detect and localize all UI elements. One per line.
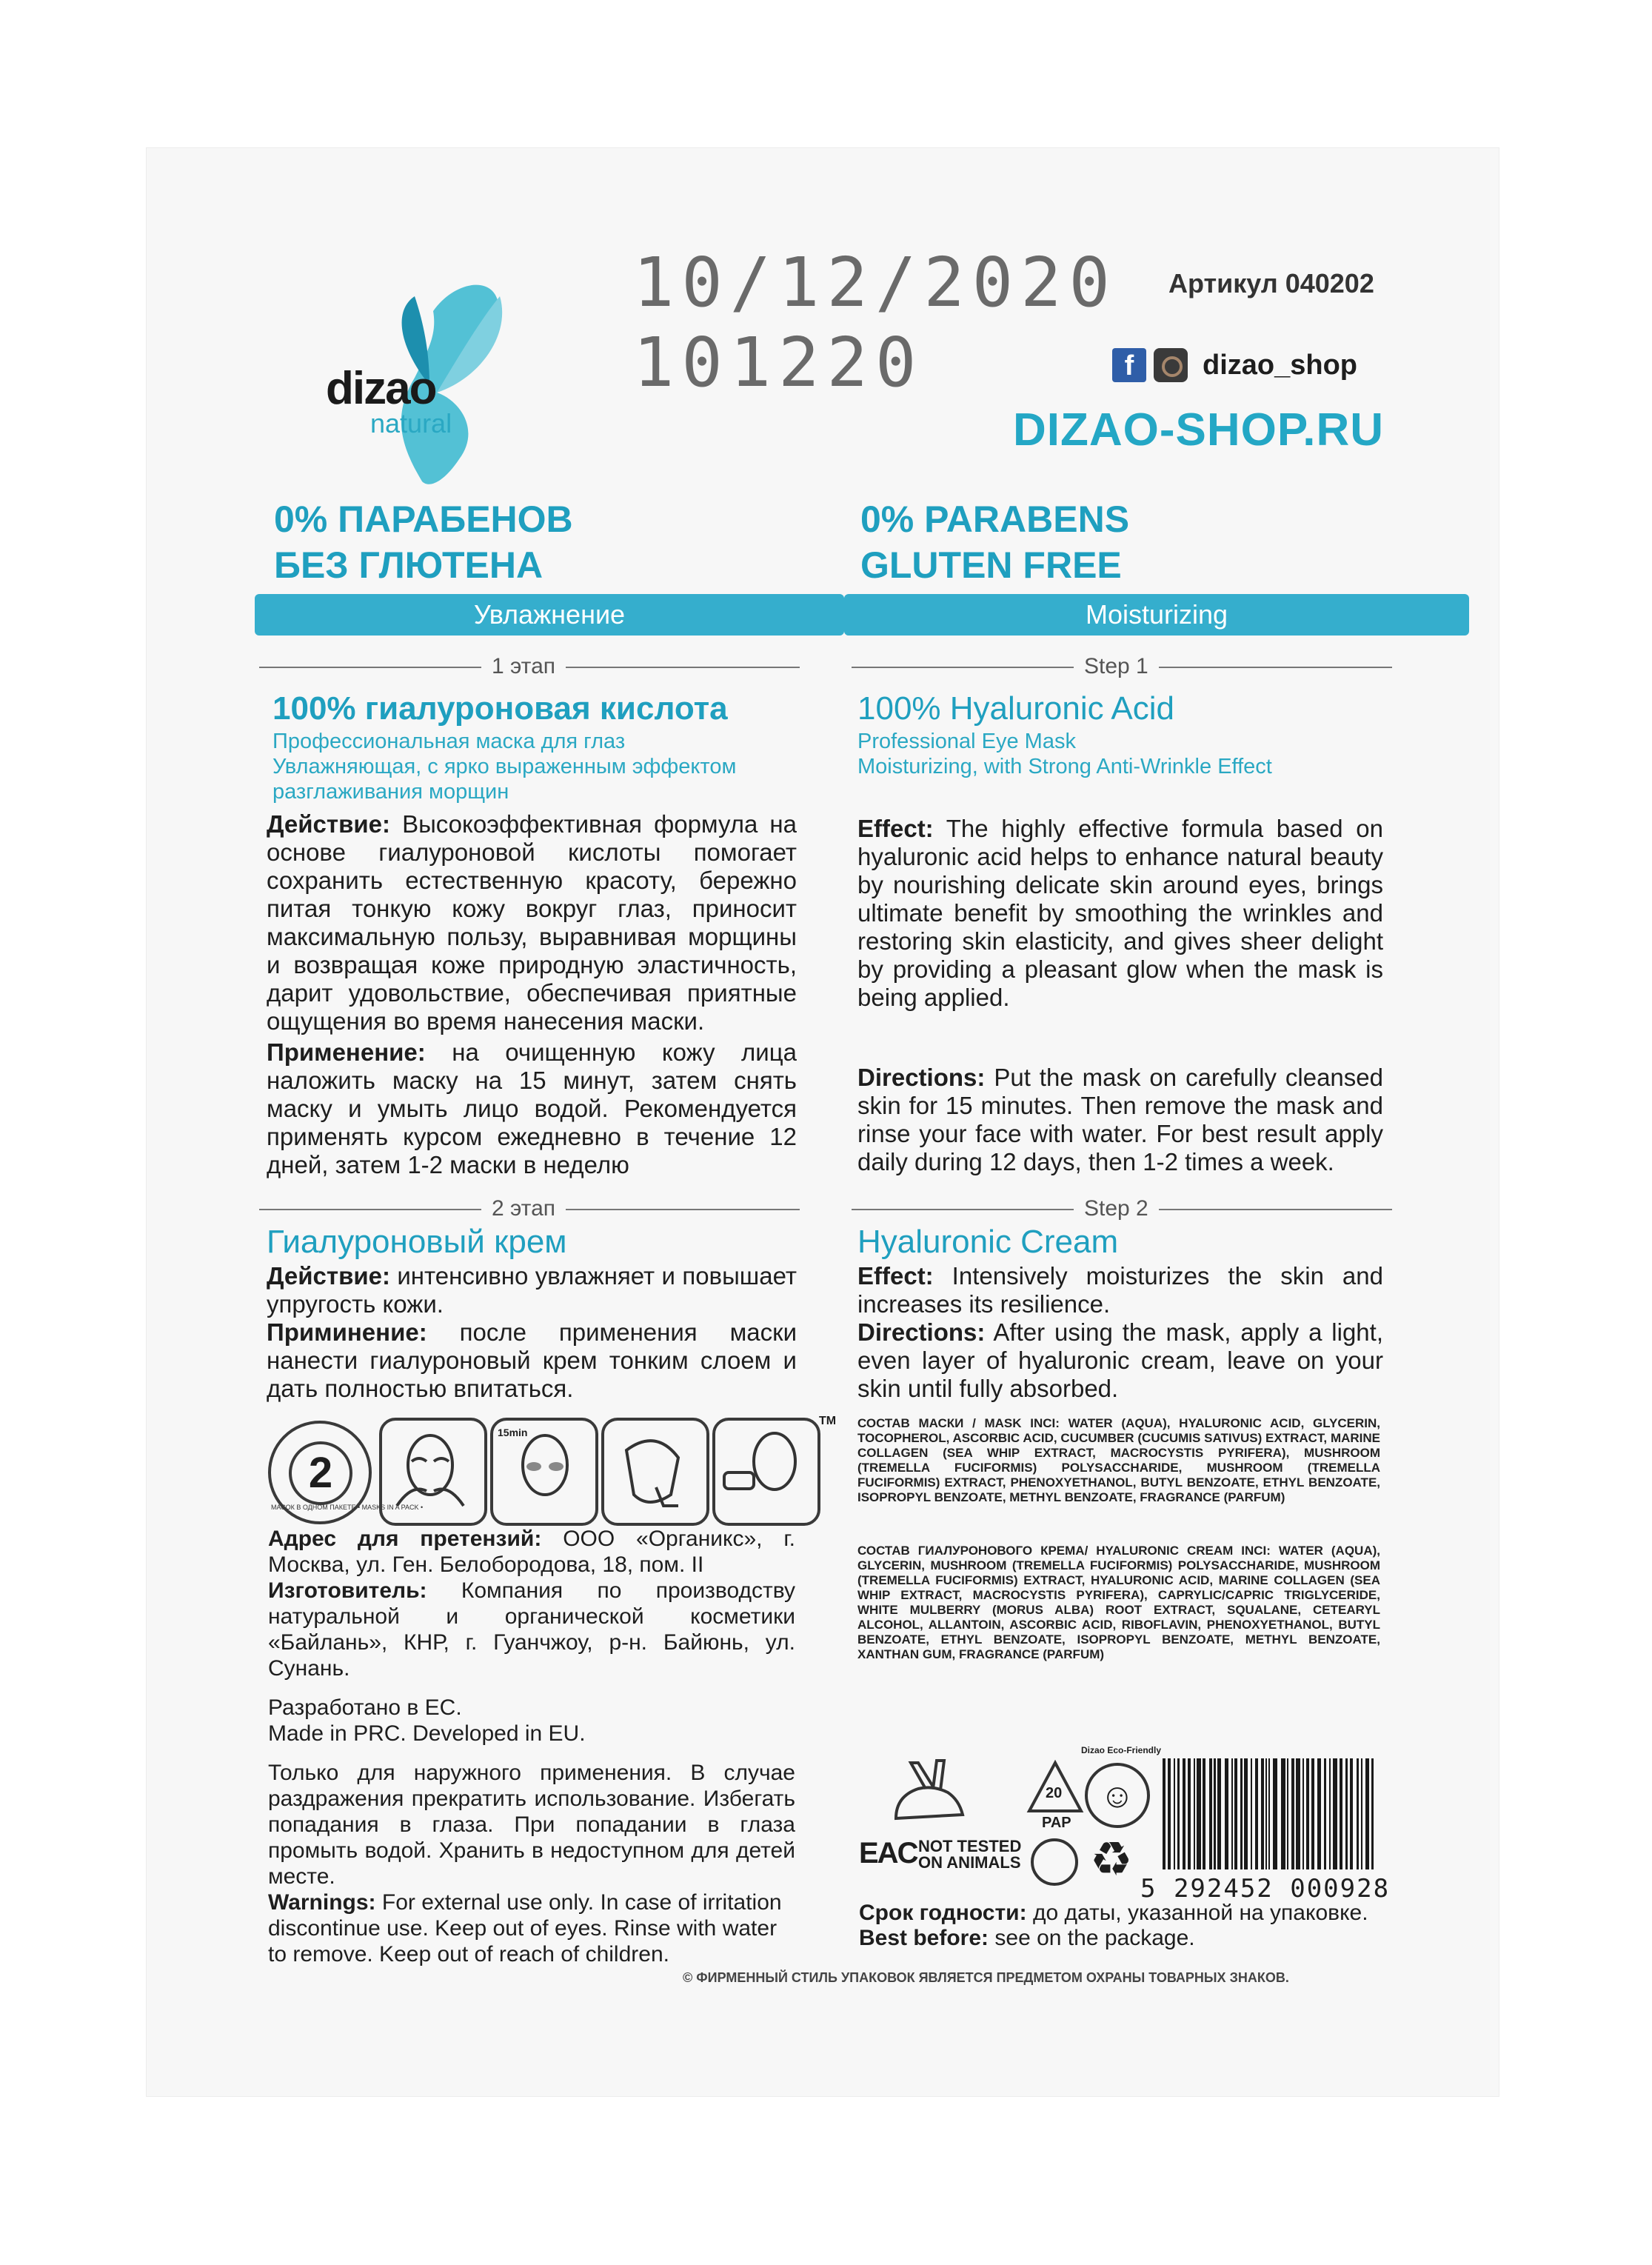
apply2-label-ru: Приминение: bbox=[267, 1318, 427, 1346]
barcode-bar bbox=[1240, 1758, 1243, 1869]
eco-smiley-icon: ☺ bbox=[1085, 1763, 1150, 1828]
barcode-bar bbox=[1225, 1758, 1228, 1869]
barcode-bar bbox=[1168, 1758, 1171, 1869]
developed-ru: Разработано в ЕС. bbox=[268, 1695, 462, 1720]
warnings-ru: Только для наружного применения. В случае раздражения прекратить использование. Избегать попадания в глаза. При попадании в глаза промыть водой. Хранить в недоступном для детей месте. bbox=[268, 1761, 795, 1889]
not-tested-line1: NOT TESTED bbox=[918, 1837, 1022, 1855]
date-stamp bbox=[633, 243, 1117, 403]
apply-label-ru: Применение: bbox=[267, 1038, 426, 1066]
ingredients-mask: СОСТАВ МАСКИ / MASK INCI: WATER (AQUA), HYALURONIC ACID, GLYCERIN, TOCOPHEROL, ASCORBIC ACID, CUCUMBER (CUCUMIS SATIVUS) EXTRACT, MARINE COLLAGEN (SEA WHIP EXTRACT, MACROCYSTIS PYRIFERA), MUSHROOM (TREMELLA FUCIFORMIS) POLYSACCHARIDE, MUSHROOM (TREMELLA FUCIFORMIS) EXTRACT, PHENOXYETHANOL, BUTYL BENZOATE, ETHYL BENZOATE, ISOPROPYL BENZOATE, METHYL BENZOATE, FRAGRANCE (PARFUM) bbox=[857, 1416, 1380, 1504]
title2-en: Hyaluronic Cream bbox=[857, 1224, 1119, 1260]
barcode-bar bbox=[1291, 1758, 1294, 1869]
barcode-bar bbox=[1244, 1758, 1248, 1869]
maker-text: Компания по производству натуральной и органической косметики «Байлань», КНР, г. Гуанчжоу, р-н. Байюнь, ул. Сунань. bbox=[268, 1578, 795, 1681]
barcode-bar bbox=[1324, 1758, 1326, 1869]
barcode-bar bbox=[1174, 1758, 1175, 1869]
barcode-bar bbox=[1231, 1758, 1233, 1869]
barcode-bar bbox=[1255, 1758, 1258, 1869]
barcode-bar bbox=[1194, 1758, 1195, 1869]
category-bar-en: Moisturizing bbox=[844, 594, 1469, 636]
instagram-icon bbox=[1154, 348, 1188, 382]
effect2-text-en: Intensively moisturizes the skin and increases its resilience. bbox=[857, 1262, 1383, 1318]
logo-natural: natural bbox=[370, 408, 452, 438]
apply-text-ru: на очищенную кожу лица наложить маску на 15 минут, затем снять маску и умыть лицо водой. Рекомендуется применять курсом ежедневно в течение 12 дней, затем 1-2 маски в неделю bbox=[267, 1038, 797, 1178]
expiry-ru-text: до даты, указанной на упаковке. bbox=[1032, 1901, 1368, 1925]
apply2-ru bbox=[267, 1318, 797, 1403]
dir2-label-en: Directions: bbox=[857, 1318, 986, 1346]
claims-address-label: Адрес для претензий: bbox=[268, 1527, 542, 1551]
claim-gluten-ru: БЕЗ ГЛЮТЕНА bbox=[274, 544, 544, 586]
barcode-bar bbox=[1265, 1758, 1267, 1869]
barcode-bar bbox=[1340, 1758, 1342, 1869]
barcode-bar bbox=[1371, 1758, 1374, 1869]
step1-divider-en bbox=[852, 652, 1392, 681]
step2-divider-en bbox=[852, 1194, 1392, 1224]
step2-label-en: Step 2 bbox=[1074, 1194, 1159, 1224]
effect-text-ru: Высокоэффективная формула на основе гиалуроновой кислоты помогает сохранить естественную красоту, бережно питая тонкую кожу вокруг глаз, приносит максимальную пользу, выравнивая морщины и возвращая коже природную эластичность, дарит удовольствие, обеспечивая приятные ощущения во время нанесения маски. bbox=[267, 810, 797, 1035]
barcode-bar bbox=[1268, 1758, 1270, 1869]
barcode-bar bbox=[1317, 1758, 1321, 1869]
barcode-bar bbox=[1329, 1758, 1331, 1869]
effect2-en bbox=[857, 1262, 1383, 1318]
barcode-bar bbox=[1333, 1758, 1337, 1869]
barcode-bar bbox=[1234, 1758, 1237, 1869]
effect2-label-en: Effect: bbox=[857, 1262, 934, 1290]
expiry-en-label: Best before: bbox=[859, 1926, 989, 1950]
barcode-bar bbox=[1311, 1758, 1314, 1869]
expiry-ru bbox=[859, 1901, 1392, 1926]
barcode-bar bbox=[1177, 1758, 1180, 1869]
sub1c-ru: разглаживания морщин bbox=[272, 780, 509, 804]
barcode-bar bbox=[1209, 1758, 1212, 1869]
category-bar-ru: Увлажнение bbox=[255, 594, 844, 636]
pap-label: PAP bbox=[1042, 1815, 1071, 1831]
article-number: Артикул 040202 bbox=[1168, 268, 1374, 298]
manufacturer-info bbox=[268, 1526, 795, 1967]
step2-label-ru: 2 этап bbox=[481, 1194, 566, 1224]
sub1b-en: Moisturizing, with Strong Anti-Wrinkle Effect bbox=[857, 755, 1272, 778]
badge-number: 2 bbox=[289, 1441, 352, 1505]
barcode-bar bbox=[1163, 1758, 1166, 1869]
title2-ru: Гиалуроновый крем bbox=[267, 1224, 567, 1260]
barcode-bar bbox=[1214, 1758, 1216, 1869]
sub1a-en: Professional Eye Mask bbox=[857, 730, 1076, 753]
maker bbox=[268, 1578, 795, 1681]
facebook-icon: f bbox=[1112, 348, 1146, 382]
directions-en bbox=[857, 1064, 1383, 1176]
step1-label-ru: 1 этап bbox=[481, 652, 566, 681]
trademark-mark: TM bbox=[819, 1415, 837, 1427]
barcode-bar bbox=[1197, 1758, 1201, 1869]
effect-en bbox=[857, 815, 1383, 1012]
effect-label-ru: Действие: bbox=[267, 810, 390, 838]
rabbit-icon bbox=[881, 1759, 970, 1826]
ingredients-cream: СОСТАВ ГИАЛУРОНОВОГО КРЕМА/ HYALURONIC CREAM INCI: WATER (AQUA), GLYCERIN, MUSHROOM (TREMELLA FUCIFORMIS) POLYSACCHARIDE, MUSHROOM (TREMELLA FUCIFORMIS) EXTRACT, HYALURONIC ACID, MARINE COLLAGEN (SEA WHIP EXTRACT, MACROCYSTIS PYRIFERA), CAPRYLIC/CAPRIC TRIGLYCERIDE, WHITE MULBERRY (MORUS ALBA) ROOT EXTRACT, SQUALANE, CETEARYL ALCOHOL, ALLANTOIN, ASCORBIC ACID, RIBOFLAVIN, PHENOXYETHANOL, BUTYL BENZOATE, ETHYL BENZOATE, ISOPROPYL BENZOATE, METHYL BENZOATE, XANTHAN GUM, FRAGRANCE (PARFUM) bbox=[857, 1544, 1380, 1661]
stamp-batch: 101220 bbox=[633, 323, 924, 402]
claims-address bbox=[268, 1526, 795, 1578]
step2-en bbox=[857, 1222, 1383, 1403]
claim-parabens-ru: 0% ПАРАБЕНОВ bbox=[274, 498, 573, 540]
barcode-bar bbox=[1287, 1758, 1288, 1869]
badge-ring-text: МАСОК В ОДНОМ ПАКЕТЕ • MASKS IN A PACK • bbox=[271, 1504, 424, 1511]
effect2-label-ru: Действие: bbox=[267, 1262, 390, 1290]
claims-ru bbox=[274, 496, 573, 588]
effect2-ru bbox=[267, 1262, 797, 1318]
apply2-text-ru: после применения маски нанести гиалуроновый крем тонким слоем и дать полностью впитаться. bbox=[267, 1318, 797, 1402]
dir-text-en: Put the mask on carefully cleansed skin for 15 minutes. Then remove the mask and rinse your face with water. For best result apply daily during 12 days, then 1-2 times a week. bbox=[857, 1064, 1383, 1175]
usage-icons bbox=[268, 1415, 837, 1527]
claim-gluten-en: GLUTEN FREE bbox=[860, 544, 1122, 586]
warnings-en bbox=[268, 1889, 795, 1967]
step2-divider-ru bbox=[259, 1194, 800, 1224]
effect-label-en: Effect: bbox=[857, 815, 934, 842]
step1-divider-ru bbox=[259, 652, 800, 681]
apply-cream-icon bbox=[712, 1418, 820, 1526]
step2-ru bbox=[267, 1222, 797, 1403]
apply-ru bbox=[267, 1038, 797, 1179]
barcode-bar bbox=[1306, 1758, 1309, 1869]
pap-number: 20 bbox=[1046, 1785, 1063, 1801]
expiry-en-text: see on the package. bbox=[994, 1926, 1195, 1950]
social-row bbox=[1112, 347, 1357, 384]
effect-text-en: The highly effective formula based on hyaluronic acid helps to enhance natural beauty by nourishing delicate skin around eyes, brings ultimate benefit by smoothing the wrinkles and restoring skin elasticity, and gives sheer delight by providing a pleasant glow when the mask is being applied. bbox=[857, 815, 1383, 1011]
eco-label: Dizao Eco-Friendly bbox=[1081, 1745, 1162, 1755]
dir2-text-en: After using the mask, apply a light, even layer of hyaluronic cream, leave on your skin until fully absorbed. bbox=[857, 1318, 1383, 1402]
copyright-notice: © ФИРМЕННЫЙ СТИЛЬ УПАКОВОК ЯВЛЯЕТСЯ ПРЕДМЕТОМ ОХРАНЫ ТОВАРНЫХ ЗНАКОВ. bbox=[683, 1970, 1289, 1985]
effect2-text-ru: интенсивно увлажняет и повышает упругость кожи. bbox=[267, 1262, 797, 1318]
barcode-bar bbox=[1357, 1758, 1359, 1869]
en-column bbox=[857, 689, 1383, 1176]
recycle-arrows-icon: ♻ bbox=[1090, 1832, 1133, 1886]
barcode-bar bbox=[1345, 1758, 1348, 1869]
barcode-bar bbox=[1281, 1758, 1285, 1869]
apply-mask-icon bbox=[379, 1418, 487, 1526]
maker-label: Изготовитель: bbox=[268, 1578, 427, 1603]
recycle-circle-icon bbox=[1031, 1838, 1078, 1886]
barcode-bar bbox=[1217, 1758, 1221, 1869]
step1-label-en: Step 1 bbox=[1074, 652, 1159, 681]
logo-wordmark: dizao bbox=[326, 363, 436, 414]
stamp-date: 10/12/2020 bbox=[633, 243, 1117, 322]
barcode-bar bbox=[1350, 1758, 1353, 1869]
barcode-bar bbox=[1296, 1758, 1300, 1869]
barcode-bar bbox=[1183, 1758, 1186, 1869]
not-tested-label bbox=[918, 1838, 1021, 1871]
developed-en: Made in PRC. Developed in EU. bbox=[268, 1721, 586, 1746]
barcode-bar bbox=[1302, 1758, 1304, 1869]
barcode-bar bbox=[1361, 1758, 1362, 1869]
warnings-en-label: Warnings: bbox=[268, 1890, 376, 1915]
title1-ru: 100% гиалуроновая кислота bbox=[272, 690, 728, 727]
sub1a-ru: Профессиональная маска для глаз bbox=[272, 730, 626, 753]
not-tested-line2: ON ANIMALS bbox=[918, 1853, 1021, 1872]
website-url: DIZAO-SHOP.RU bbox=[1013, 404, 1385, 456]
warnings-en-text: For external use only. In case of irritation discontinue use. Keep out of eyes. Rinse with water to remove. Keep out of reach of children. bbox=[268, 1890, 782, 1967]
sub1b-ru: Увлажняющая, с ярко выраженным эффектом bbox=[272, 755, 737, 778]
title1-en: 100% Hyaluronic Acid bbox=[857, 690, 1175, 727]
eac-mark: EAC bbox=[859, 1837, 917, 1869]
timer-mask-icon bbox=[490, 1418, 598, 1526]
barcode-bars bbox=[1160, 1758, 1382, 1869]
rinse-face-icon bbox=[601, 1418, 709, 1526]
brand-logo bbox=[326, 363, 489, 438]
barcode-bar bbox=[1273, 1758, 1277, 1869]
timer-label: 15min bbox=[498, 1427, 528, 1438]
dir-label-en: Directions: bbox=[857, 1064, 986, 1091]
claims-en bbox=[860, 496, 1129, 588]
barcode-bar bbox=[1203, 1758, 1205, 1869]
barcode-bar bbox=[1261, 1758, 1264, 1869]
masks-in-pack-badge bbox=[268, 1421, 424, 1524]
expiry-en bbox=[859, 1926, 1392, 1951]
effect-ru bbox=[267, 810, 797, 1035]
claim-parabens-en: 0% PARABENS bbox=[860, 498, 1130, 540]
claims-address-text: ООО «Органикс», г. Москва, ул. Ген. Белобородова, 18, пом. II bbox=[268, 1527, 795, 1577]
barcode-bar bbox=[1251, 1758, 1252, 1869]
barcode-bar bbox=[1188, 1758, 1191, 1869]
barcode-number: 5 292452 000928 bbox=[1140, 1874, 1391, 1904]
social-handle: dizao_shop bbox=[1203, 349, 1358, 381]
directions2-en bbox=[857, 1318, 1383, 1403]
expiry-info bbox=[859, 1901, 1392, 1951]
expiry-ru-label: Срок годности: bbox=[859, 1901, 1027, 1925]
certification-symbols bbox=[859, 1745, 1162, 1904]
barcode-bar bbox=[1365, 1758, 1369, 1869]
ru-column bbox=[267, 689, 797, 1179]
